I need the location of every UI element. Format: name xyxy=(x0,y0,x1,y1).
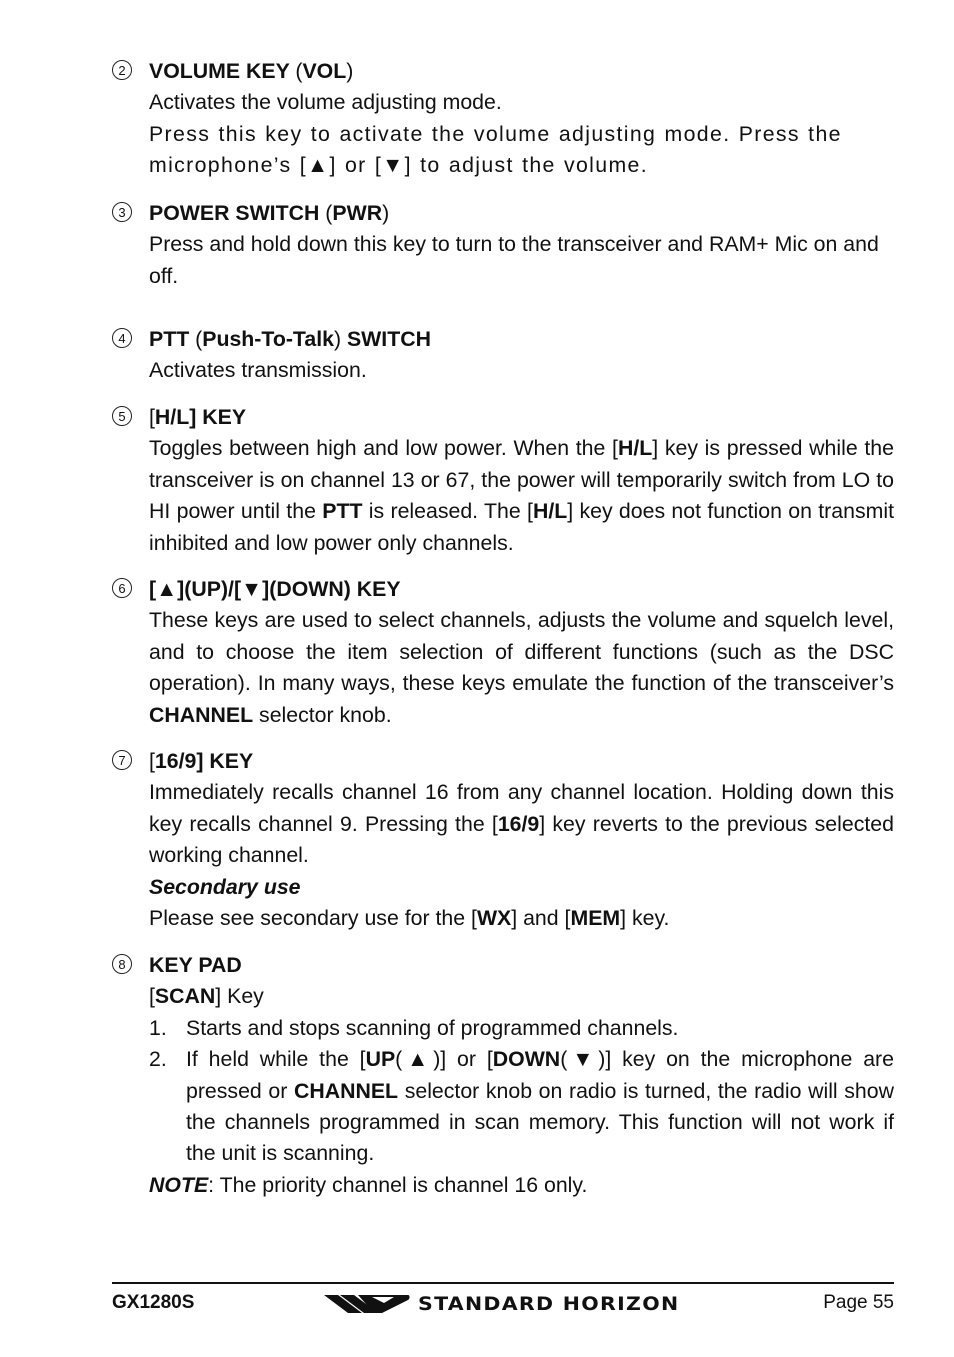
section-title: [▲](UP)/[▼](DOWN) KEY xyxy=(149,577,401,601)
page-number: Page 55 xyxy=(823,1292,894,1313)
section-text: Toggles between high and low power. When the [H/L] key is pressed while the transceiver is on channel 13 or 67, the power will temporarily switch from LO to HI power until the PTT is released. The [H/L] key does not function on transmit inhibited and low power only channels. xyxy=(149,436,894,555)
brand-wave-icon xyxy=(324,1291,414,1317)
down-arrow-icon: ▼ xyxy=(382,153,405,178)
section-text: Press this key to activate the volume adjusting mode. Press the microphone’s [▲] or [▼] to adjust the volume. xyxy=(149,121,842,178)
section-subtitle: [SCAN] Key xyxy=(149,984,264,1009)
section-number: 4 xyxy=(112,328,132,348)
section-title: [16/9] KEY xyxy=(149,749,254,773)
section-text: These keys are used to select channels, adjusts the volume and squelch level, and to choose the item selection of different functions (such as the DSC operation). In many ways, these keys emulate the function of the transceiver’s CHANNEL selector knob. xyxy=(149,608,894,727)
scan-key-list xyxy=(149,1013,894,1170)
brand-name: STANDARD HORIZON xyxy=(418,1293,680,1315)
section-volume-key xyxy=(112,56,894,182)
section-ptt-switch xyxy=(112,324,894,387)
list-item: 2. If held while the [UP(▲)] or [DOWN(▼)] key on the microphone are pressed or CHANNEL selector knob on radio is turned, the radio will show the channels programmed in scan memory. This function will not work if the unit is scanning. xyxy=(149,1047,894,1166)
section-title: VOLUME KEY (VOL) xyxy=(149,59,354,83)
section-up-down-key xyxy=(112,574,894,731)
section-number: 2 xyxy=(112,60,132,80)
list-item: 1. Starts and stops scanning of programmed channels. xyxy=(149,1015,679,1040)
section-number: 3 xyxy=(112,202,132,222)
section-hl-key xyxy=(112,402,894,559)
up-arrow-icon: ▲ xyxy=(307,153,330,178)
section-key-pad xyxy=(112,950,894,1201)
footer-divider xyxy=(112,1282,894,1284)
section-text: Press and hold down this key to turn to the transceiver and RAM+ Mic on and off. xyxy=(149,232,879,288)
section-title: POWER SWITCH (PWR) xyxy=(149,201,390,225)
brand-logo xyxy=(324,1290,684,1318)
section-text: Activates the volume adjusting mode. xyxy=(149,90,502,115)
section-title: KEY PAD xyxy=(149,953,242,977)
secondary-use-label: Secondary use xyxy=(149,874,301,899)
footer-model: GX1280S xyxy=(112,1292,195,1313)
section-number: 7 xyxy=(112,750,132,770)
section-power-switch xyxy=(112,198,894,292)
section-text: Immediately recalls channel 16 from any channel location. Holding down this key recalls channel 9. Pressing the [16/9] key reverts to the previous selected working channel. xyxy=(149,780,894,868)
section-text: Activates transmission. xyxy=(149,358,367,383)
note: NOTE: The priority channel is channel 16 only. xyxy=(149,1172,588,1197)
section-title: [H/L] KEY xyxy=(149,405,247,429)
section-number: 6 xyxy=(112,578,132,598)
section-number: 5 xyxy=(112,406,132,426)
section-text: Please see secondary use for the [WX] and [MEM] key. xyxy=(149,906,670,931)
section-number: 8 xyxy=(112,954,132,974)
section-title: PTT (Push-To-Talk) SWITCH xyxy=(149,327,431,351)
section-16-9-key xyxy=(112,746,894,934)
